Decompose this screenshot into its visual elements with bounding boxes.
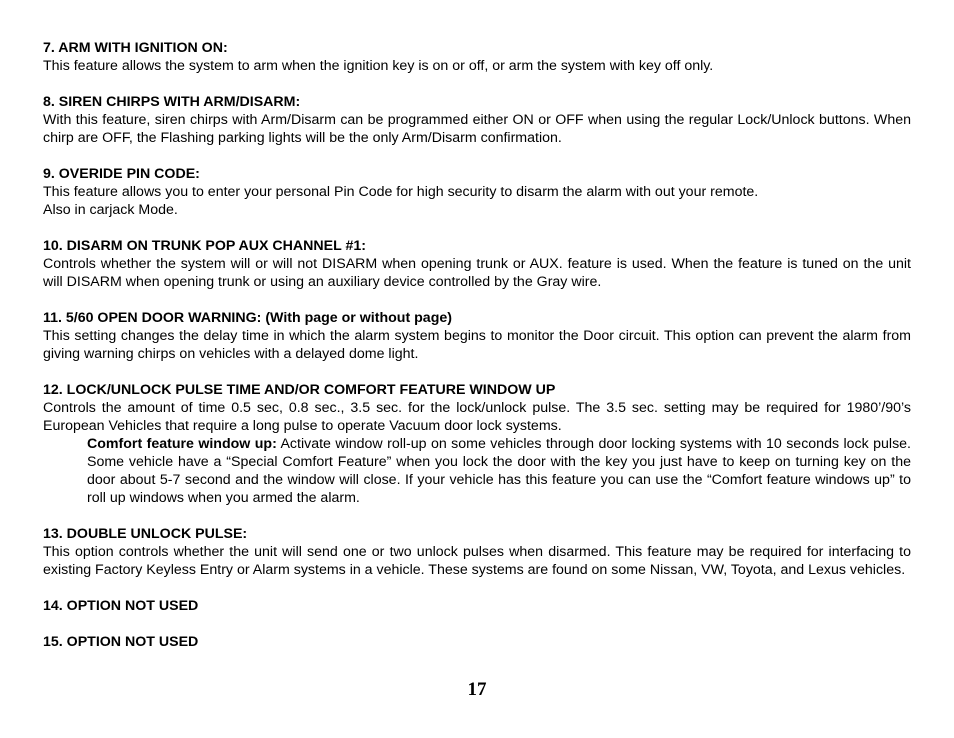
section-siren-chirps: [43, 93, 911, 147]
section-disarm-on-trunk-pop: [43, 237, 911, 291]
section-override-pin-code: [43, 165, 911, 219]
section-heading: 15. OPTION NOT USED: [43, 634, 199, 650]
section-heading: 14. OPTION NOT USED: [43, 598, 199, 614]
section-paragraph: This feature allows the system to arm when the ignition key is on or off, or arm the system with key off only.: [43, 58, 714, 74]
section-heading: 7. ARM WITH IGNITION ON:: [43, 40, 228, 56]
section-paragraph: Controls the amount of time 0.5 sec, 0.8 sec., 3.5 sec. for the lock/unlock pulse. The 3.5 sec. setting may be required for 1980’/90’s European Vehicles that require a long pulse to operate Vacuum door lock systems.: [43, 400, 911, 434]
note-lead: Comfort feature window up:: [87, 436, 277, 452]
page-number: 17: [467, 679, 487, 700]
section-paragraph: This feature allows you to enter your personal Pin Code for high security to disarm the alarm with out your remote.: [43, 184, 759, 200]
section-lock-unlock-pulse-time: [43, 381, 911, 507]
note-text: Activate window roll-up on some vehicles through door locking systems with 10 seconds lock pulse. Some vehicle have a “Special Comfort Feature” when you lock the door with the key you just have to keep on turning key on the door about 5-7 second and the window will close. If your vehicle has this feature you can use the “Comfort feature windows up” to roll up windows when you armed the alarm.: [87, 436, 911, 506]
section-paragraph: This setting changes the delay time in which the alarm system begins to monitor the Door circuit. This option can prevent the alarm from giving warning chirps on vehicles with a delayed dome light.: [43, 328, 911, 362]
section-option-15: [43, 633, 911, 651]
section-heading: 9. OVERIDE PIN CODE:: [43, 166, 200, 182]
section-paragraph: Also in carjack Mode.: [43, 202, 178, 218]
section-open-door-warning: [43, 309, 911, 363]
section-paragraph: This option controls whether the unit will send one or two unlock pulses when disarmed. This feature may be required for interfacing to existing Factory Keyless Entry or Alarm systems in a vehicle. These systems are found on some Nissan, VW, Toyota, and Lexus vehicles.: [43, 544, 911, 578]
section-double-unlock-pulse: [43, 525, 911, 579]
section-heading: 8. SIREN CHIRPS WITH ARM/DISARM:: [43, 94, 301, 110]
section-heading: 10. DISARM ON TRUNK POP AUX CHANNEL #1:: [43, 238, 366, 254]
comfort-feature-note: [87, 435, 911, 507]
section-heading: 12. LOCK/UNLOCK PULSE TIME AND/OR COMFORT FEATURE WINDOW UP: [43, 382, 556, 398]
section-heading: 11. 5/60 OPEN DOOR WARNING: (With page or without page): [43, 310, 452, 326]
section-paragraph: Controls whether the system will or will not DISARM when opening trunk or AUX. feature is used. When the feature is tuned on the unit will DISARM when opening trunk or using an auxiliary device controlled by the Gray wire.: [43, 256, 911, 290]
section-heading: 13. DOUBLE UNLOCK PULSE:: [43, 526, 248, 542]
section-arm-with-ignition-on: [43, 39, 911, 75]
manual-page: [43, 39, 911, 669]
section-paragraph: With this feature, siren chirps with Arm/Disarm can be programmed either ON or OFF when using the regular Lock/Unlock buttons. When chirp are OFF, the Flashing parking lights will be the only Arm/Disarm confirmation.: [43, 112, 911, 146]
section-option-14: [43, 597, 911, 615]
